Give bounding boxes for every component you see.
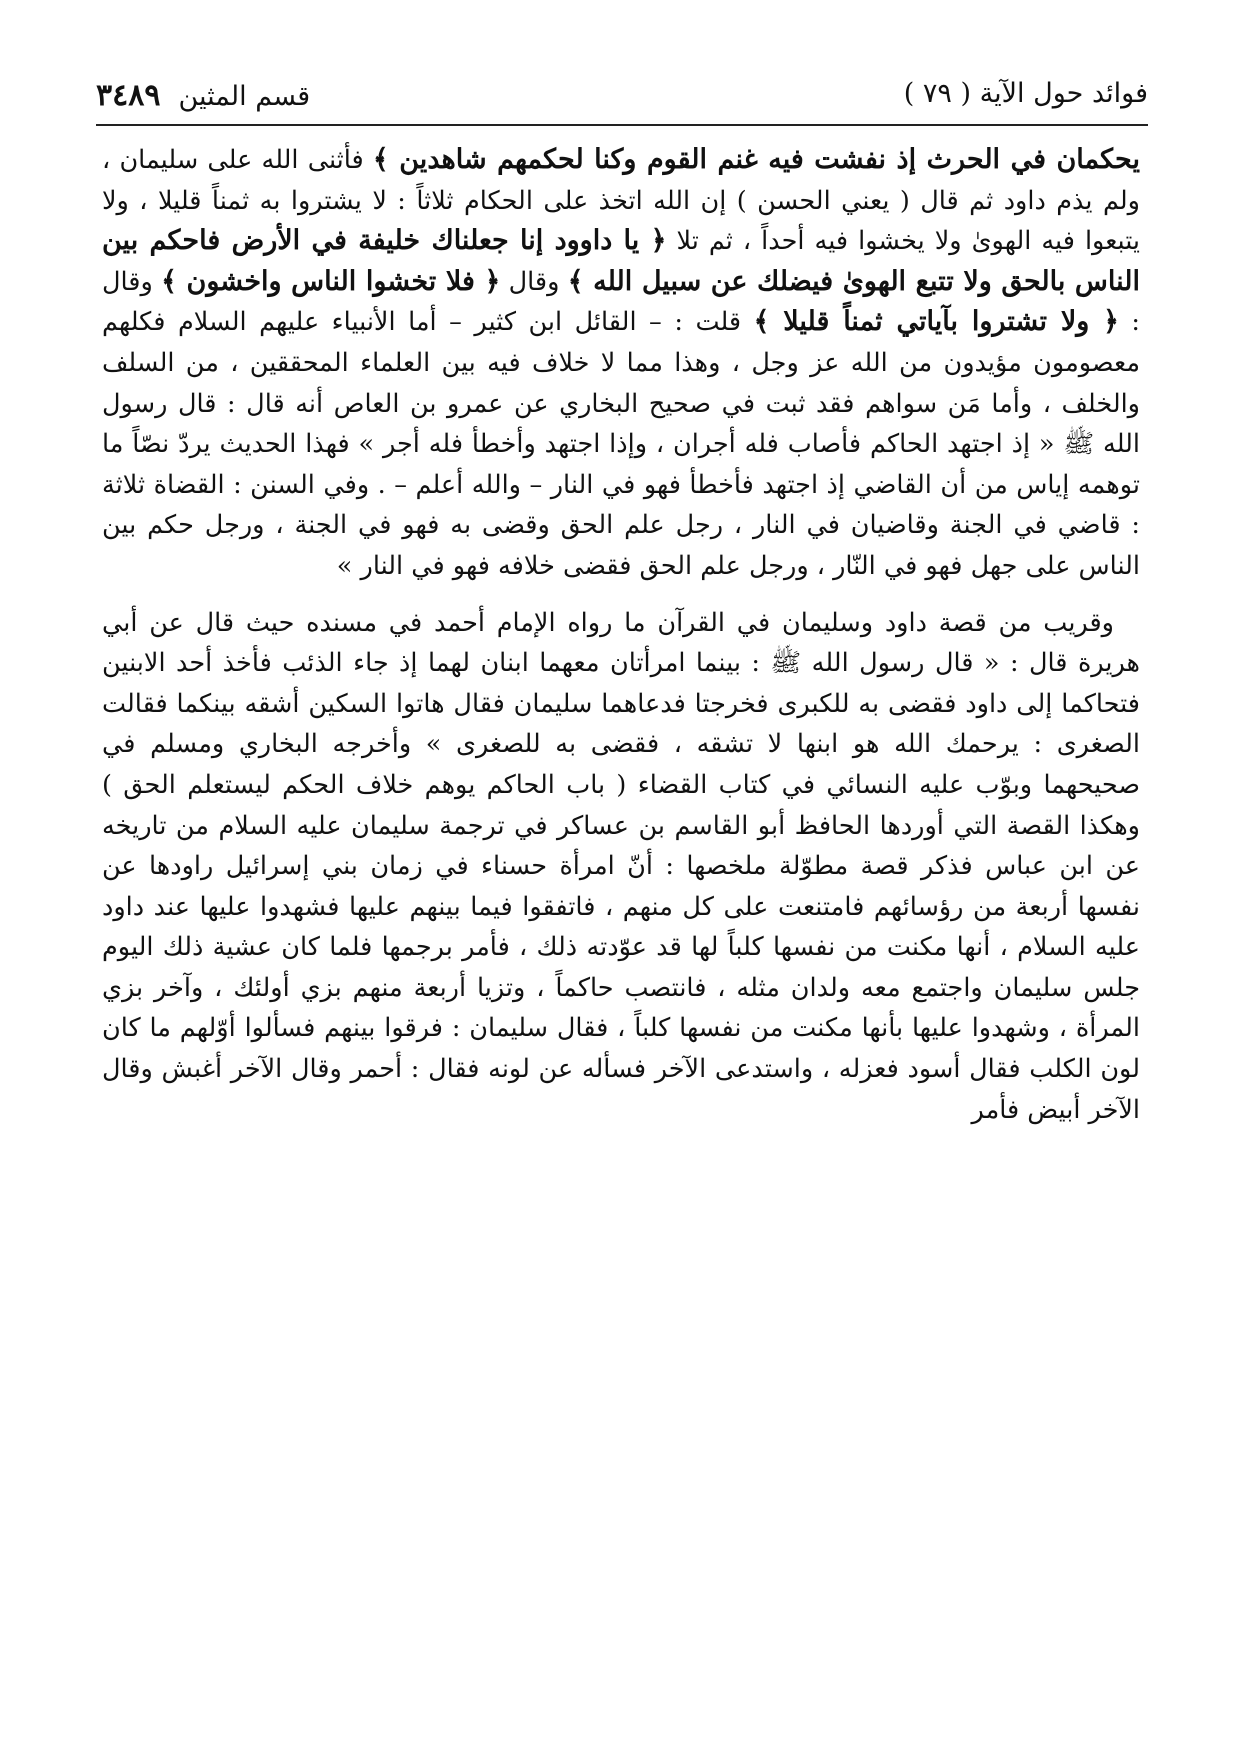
commentary-text: فأثنى الله على سليمان ، ولم يذم داود ثم قال ( يعني الحسن ) إن الله اتخذ على الحكام ثلاثاً : لا يشتروا به ثمناً قليلا ، ولا يتبعوا فيه الهوىٰ ولا يخشوا فيه أحداً ، ثم تلا — [102, 145, 1140, 257]
connector-text: وقال — [500, 266, 568, 297]
section-name: قسم المثين — [178, 81, 311, 112]
paragraph-1 — [102, 140, 1140, 587]
paragraph-2 — [102, 603, 1140, 1131]
quran-verse-fragment: يحكمان في الحرث إذ نفشت فيه غنم القوم وكنا لحكمهم شاهدين ﴾ — [372, 144, 1141, 175]
header-rule — [96, 124, 1148, 126]
running-header — [96, 72, 1148, 120]
commentary-text: قلت : – القائل ابن كثير – أما الأنبياء عليهم السلام فكلهم معصومون مؤيدون من الله عز وجل ، وهذا مما لا خلاف فيه بين العلماء المحققين ، من السلف والخلف ، وأما مَن سواهم فقد ثبت في صحيح البخاري عن عمرو بن العاص أنه قال : قال رسول الله ﷺ « إذ اجتهد الحاكم فأصاب فله أجران ، وإذا اجتهد وأخطأ فله أجر » فهذا الحديث يردّ نصّاً ما توهمه إياس من أن القاضي إذ اجتهد فأخطأ فهو في النار – والله أعلم – . وفي السنن : القضاة ثلاثة : قاضي في الجنة وقاضيان في النار ، رجل علم الحق وقضى به فهو في الجنة ، ورجل حكم بين الناس على جهل فهو في النّار ، ورجل علم الحق فقضى خلافه فهو في النار » — [102, 307, 1140, 581]
page-body — [102, 140, 1140, 1130]
page-number: ٣٤٨٩ — [96, 78, 161, 113]
header-title: فوائد حول الآية ( ٧٩ ) — [903, 78, 1148, 109]
narrative-text: وقريب من قصة داود وسليمان في القرآن ما رواه الإمام أحمد في مسنده حيث قال عن أبي هريرة قال : « قال رسول الله ﷺ : بينما امرأتان معهما ابنان لهما إذ جاء الذئب فأخذ أحد الابنين فتحاكما إلى داود فقضى به للكبرى فخرجتا فدعاهما سليمان فقال هاتوا السكين أشقه بينكما فقالت الصغرى : يرحمك الله هو ابنها لا تشقه ، فقضى به للصغرى » وأخرجه البخاري ومسلم في صحيحهما وبوّب عليه النسائي في كتاب القضاء ( باب الحاكم يوهم خلاف الحكم ليستعلم الحق ) وهكذا القصة التي أوردها الحافظ أبو القاسم بن عساكر في ترجمة سليمان عليه السلام من تاريخه عن ابن عباس فذكر قصة مطوّلة ملخصها : أنّ امرأة حسناء في زمان بني إسرائيل راودها عن نفسها أربعة من رؤسائهم فامتنعت على كل منهم ، فاتفقوا فيما بينهم عليها فشهدوا عليها عند داود عليه السلام ، أنها مكنت من نفسها كلباً لها قد عوّدته ذلك ، فأمر برجمها فلما كان عشية ذلك اليوم جلس سليمان واجتمع معه ولدان مثله ، فانتصب حاكماً ، وتزيا أربعة منهم بزي أولئك ، وآخر بزي المرأة ، وشهدوا عليها بأنها مكنت من نفسها كلباً ، فقال سليمان : فرقوا بينهم فسألوا أوّلهم ما كان لون الكلب فقال أسود فعزله ، واستدعى الآخر فسأله عن لونه فقال : أحمر وقال الآخر أغبش وقال الآخر أبيض فأمر — [102, 607, 1140, 1125]
header-section — [96, 78, 310, 113]
quran-verse-khashyah: ﴿ فلا تخشوا الناس واخشون ﴾ — [161, 265, 501, 297]
connector-text: وقال : — [102, 266, 1141, 338]
quran-verse-daud: ﴿ يا داوود إنا جعلناك خليفة في الأرض فاحكم بين الناس بالحق ولا تتبع الهوىٰ فيضلك عن سبيل الله ﴾ — [102, 225, 1140, 297]
quran-verse-thaman: ﴿ ولا تشتروا بآياتي ثمناً قليلا ﴾ — [753, 306, 1119, 338]
